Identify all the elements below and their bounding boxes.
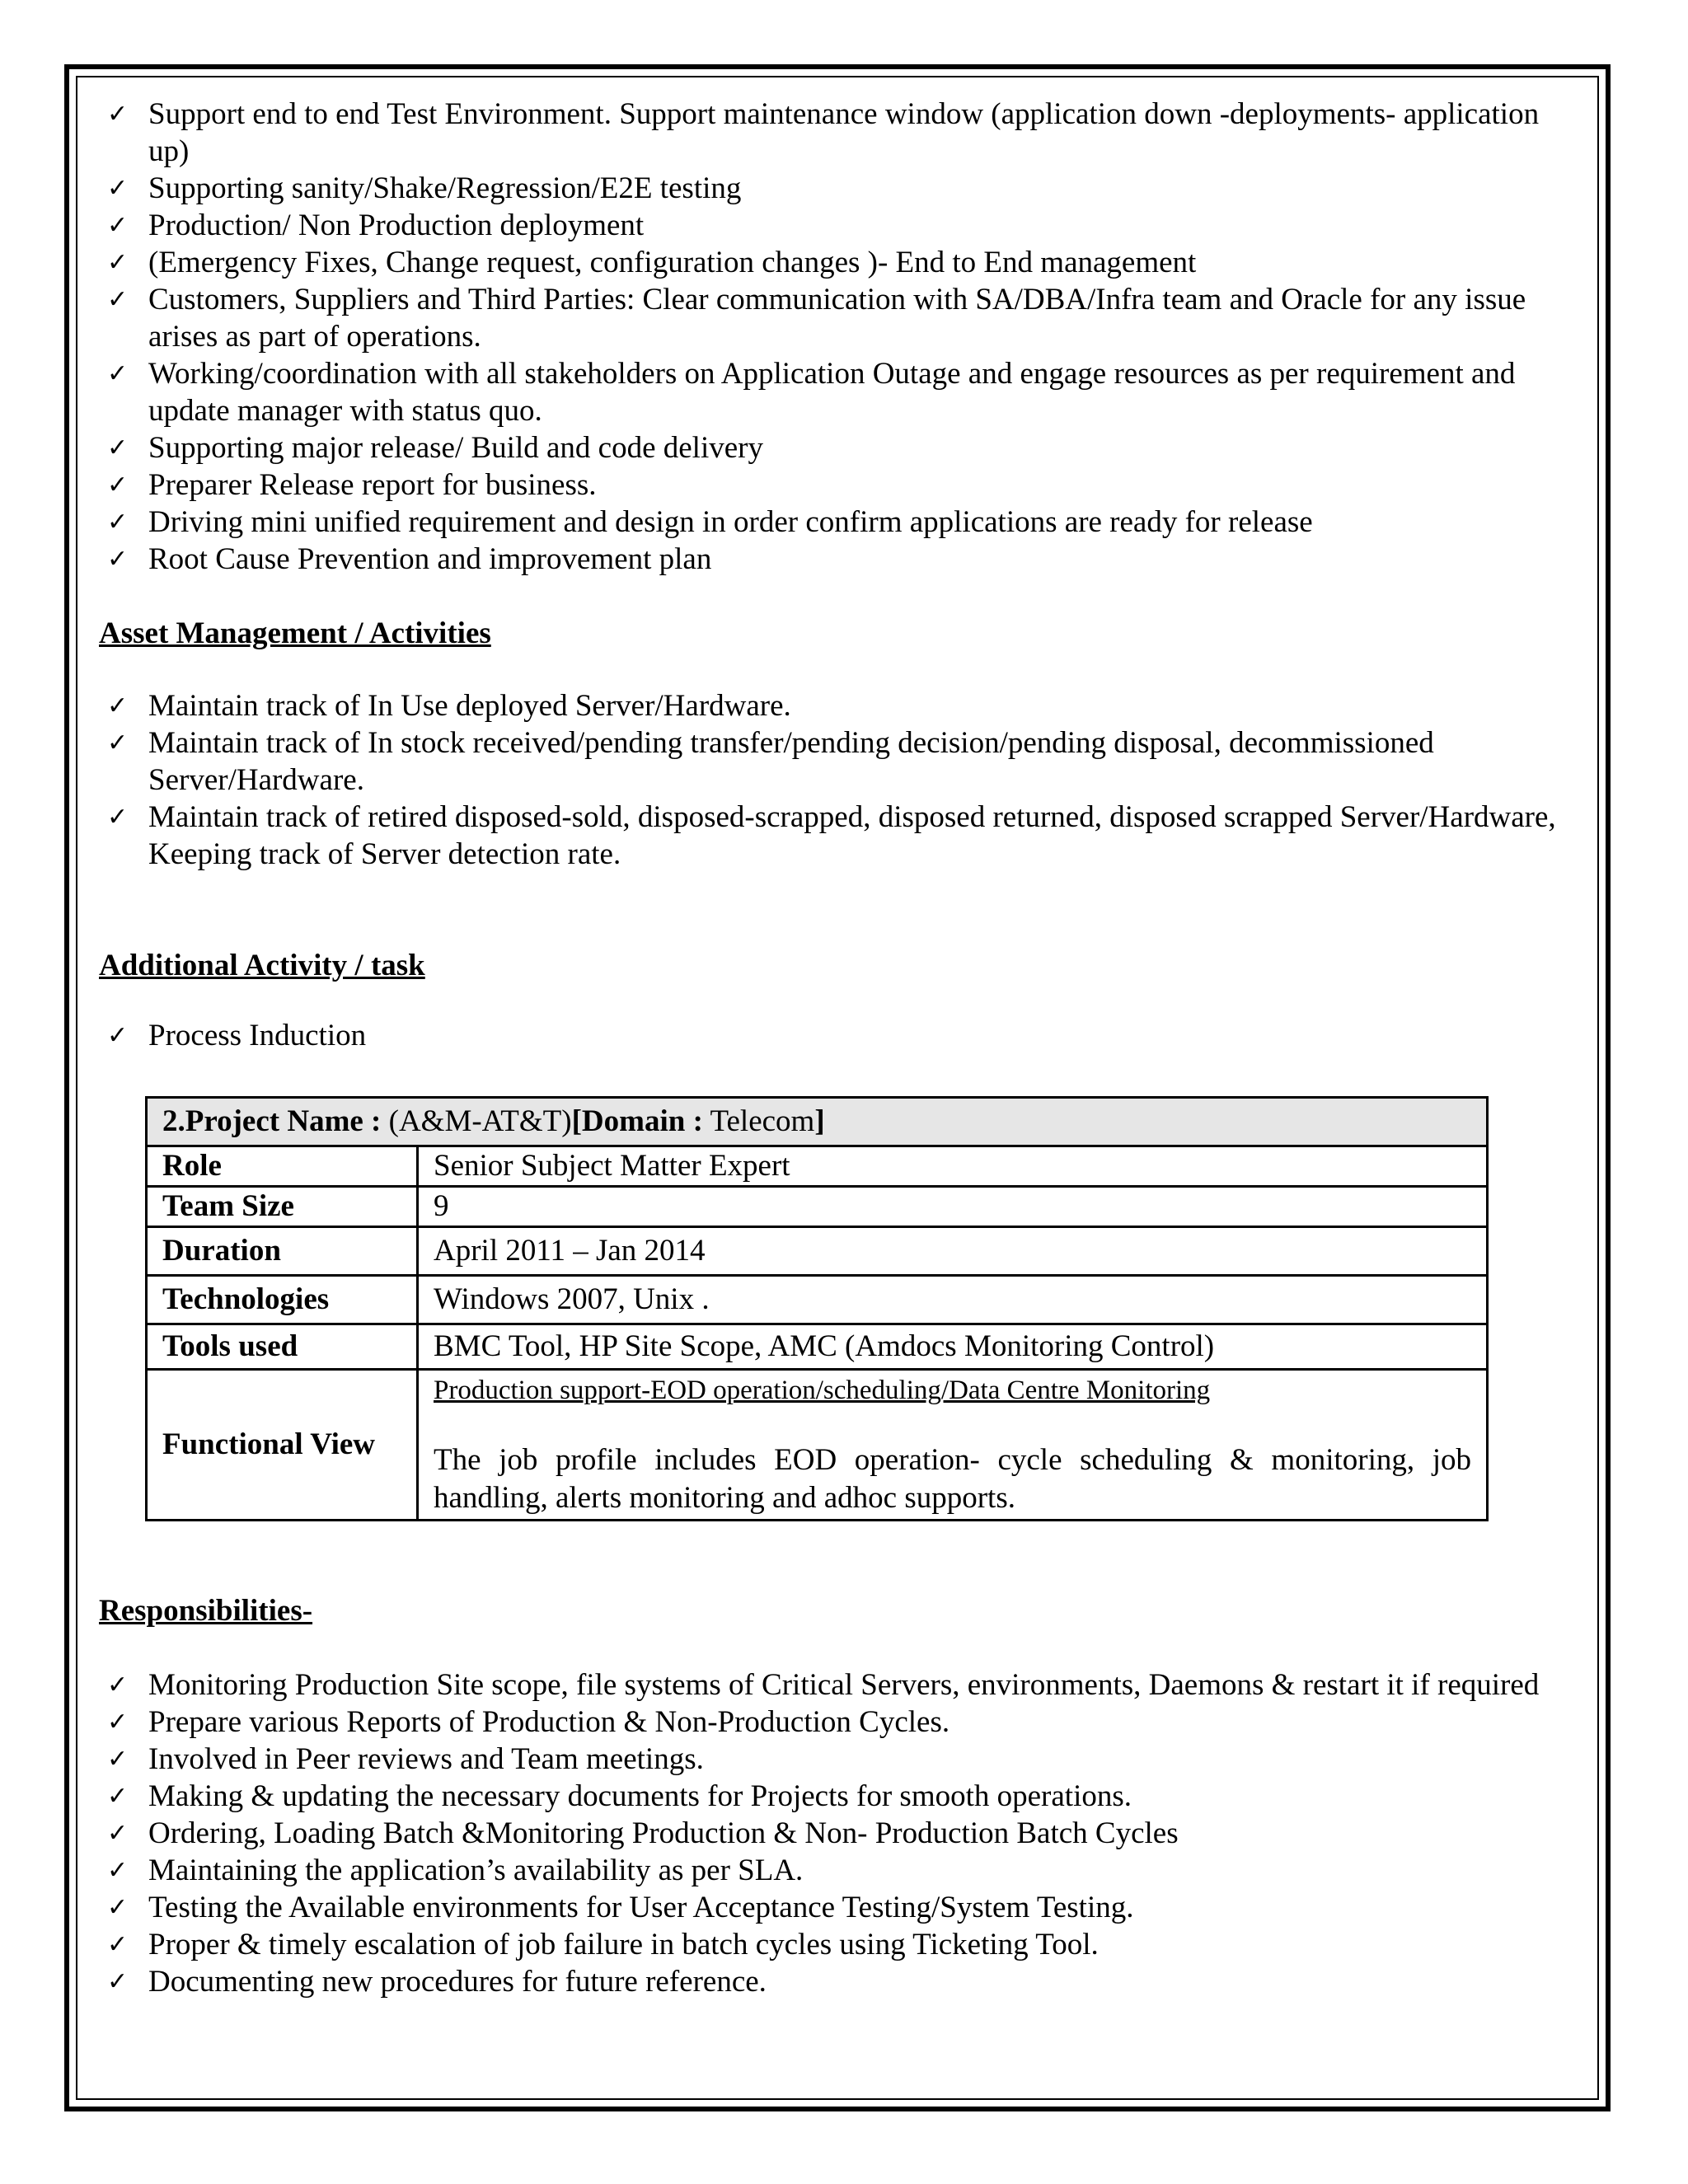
table-row [147,1370,1488,1521]
table-row [147,1227,1488,1276]
list-item: ✓ Driving mini unified requirement and design in order confirm applications are ready for release [107,505,1313,539]
functional-view-subtitle: Production support-EOD operation/scheduling/Data Centre Monitoring [434,1376,1211,1405]
list-item: ✓ Process Induction [107,1019,367,1052]
check-icon: ✓ [107,359,129,388]
list-item: ✓ Maintain track of In stock received/pending transfer/pending decision/pending disposal, decommissioned Server/Hardware. [107,726,1434,797]
check-icon: ✓ [107,729,129,757]
list-item: ✓ Proper & timely escalation of job failure in batch cycles using Ticketing Tool. [107,1928,1099,1961]
list-item: ✓ Monitoring Production Site scope, file systems of Critical Servers, environments, Daemons & restart it if required [107,1668,1540,1702]
check-icon: ✓ [107,211,129,240]
responsibilities-title: Responsibilities- [99,1594,313,1628]
responsibilities-section [99,1592,1566,2000]
functional-view-text: The job profile includes EOD operation- cycle scheduling & monitoring, job handling, alerts monitoring and adhoc supports. [434,1443,1471,1515]
additional-section-title: Additional Activity / task [99,949,425,982]
row-value: BMC Tool, HP Site Scope, AMC (Amdocs Monitoring Control) [418,1324,1488,1370]
list-item: ✓ Documenting new procedures for future reference. [107,1965,767,1999]
check-icon: ✓ [107,1819,129,1848]
document-content [99,96,1566,1054]
check-icon: ✓ [107,1745,129,1774]
check-icon: ✓ [107,1893,129,1922]
list-item: ✓ Support end to end Test Environment. Support maintenance window (application down -deployments- application up) [107,97,1540,168]
row-label: Functional View [147,1370,418,1521]
project-header-row [147,1098,1488,1146]
check-icon: ✓ [107,285,129,314]
check-icon: ✓ [107,1708,129,1736]
list-item: ✓ Making & updating the necessary documents for Projects for smooth operations. [107,1779,1132,1813]
list-item: ✓ Involved in Peer reviews and Team meetings. [107,1742,704,1776]
project-table [145,1096,1489,1521]
table-row [147,1187,1488,1227]
table-row [147,1146,1488,1187]
check-icon: ✓ [107,691,129,720]
row-label: Duration [147,1227,418,1276]
list-item: ✓ Prepare various Reports of Production & Non-Production Cycles. [107,1705,950,1739]
check-icon: ✓ [107,1930,129,1959]
list-item: ✓ Preparer Release report for business. [107,468,597,502]
functional-view-cell [418,1370,1488,1521]
row-value: Senior Subject Matter Expert [418,1146,1488,1187]
list-item: ✓ Maintain track of retired disposed-sold, disposed-scrapped, disposed returned, disposed scrapped Server/Hardware, Keeping track of Server detection rate. [107,800,1556,871]
check-icon: ✓ [107,1782,129,1811]
responsibilities-list [99,1666,1566,2000]
row-value: Windows 2007, Unix . [418,1276,1488,1324]
list-item: ✓ Ordering, Loading Batch &Monitoring Production & Non- Production Batch Cycles [107,1816,1179,1850]
list-item: ✓ (Emergency Fixes, Change request, configuration changes )- End to End management [107,246,1197,279]
list-item: ✓ Working/coordination with all stakeholders on Application Outage and engage resources as per requirement and update manager with status quo. [107,357,1516,428]
project-header-cell: 2.Project Name : (A&M-AT&T)[Domain : Telecom] [147,1098,1488,1146]
row-label: Tools used [147,1324,418,1370]
top-duties-list [99,96,1566,578]
row-label: Team Size [147,1187,418,1227]
check-icon: ✓ [107,1967,129,1996]
list-item: ✓ Maintaining the application’s availability as per SLA. [107,1854,804,1887]
row-value: 9 [418,1187,1488,1227]
check-icon: ✓ [107,803,129,832]
list-item: ✓ Root Cause Prevention and improvement plan [107,542,712,576]
table-row [147,1276,1488,1324]
check-icon: ✓ [107,545,129,574]
check-icon: ✓ [107,1021,129,1050]
check-icon: ✓ [107,100,129,129]
check-icon: ✓ [107,1671,129,1699]
list-item: ✓ Customers, Suppliers and Third Parties: Clear communication with SA/DBA/Infra team and Oracle for any issue arises as part of operations. [107,283,1526,354]
check-icon: ✓ [107,1856,129,1885]
check-icon: ✓ [107,471,129,499]
asset-list [99,687,1566,873]
list-item: ✓ Production/ Non Production deployment [107,209,645,242]
check-icon: ✓ [107,248,129,277]
row-label: Technologies [147,1276,418,1324]
check-icon: ✓ [107,434,129,462]
table-row [147,1324,1488,1370]
list-item: ✓ Maintain track of In Use deployed Server/Hardware. [107,689,791,723]
list-item: ✓ Supporting major release/ Build and code delivery [107,431,763,465]
list-item: ✓ Supporting sanity/Shake/Regression/E2E testing [107,171,742,205]
check-icon: ✓ [107,174,129,203]
additional-list [99,1017,1566,1054]
row-label: Role [147,1146,418,1187]
check-icon: ✓ [107,508,129,537]
row-value: April 2011 – Jan 2014 [418,1227,1488,1276]
list-item: ✓ Testing the Available environments for User Acceptance Testing/System Testing. [107,1891,1134,1924]
asset-section-title: Asset Management / Activities [99,616,491,650]
